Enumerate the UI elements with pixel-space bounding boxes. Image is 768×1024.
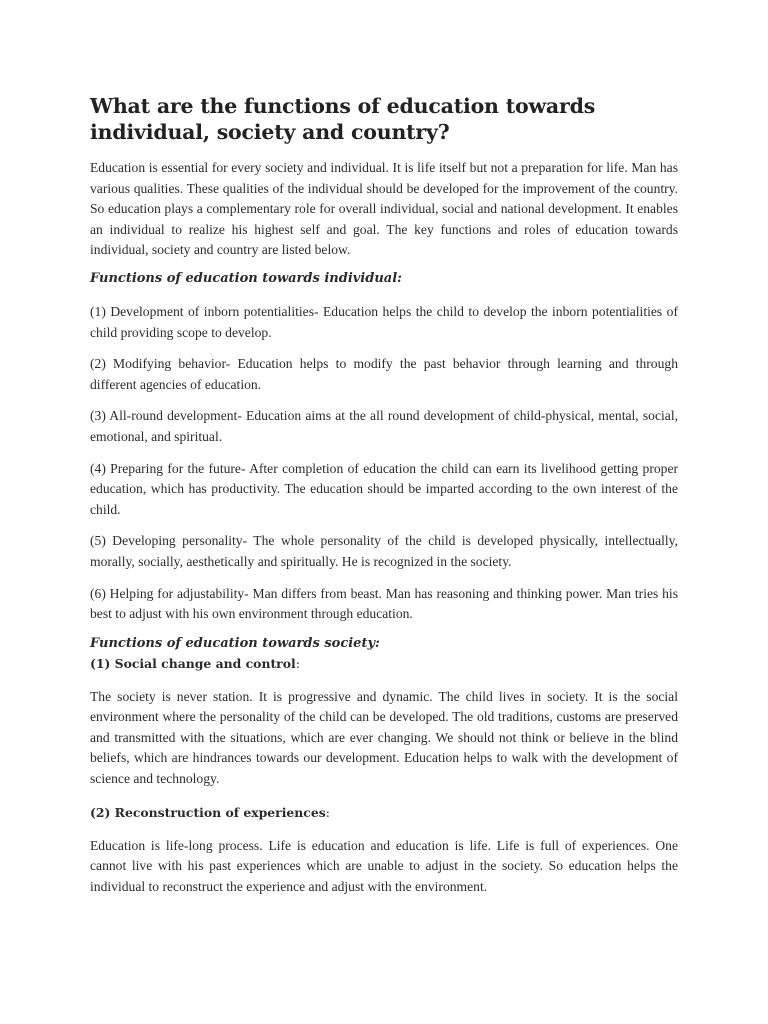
society-section-heading: Functions of education towards society: [90,635,380,651]
social-change-paragraph: The society is never station. It is progressive and dynamic. The child lives in society. It is the social environment where the personality of the child can be developed. The old traditions, customs are preserved and transmitted with the situations, which are ever changing. We should not think or believe in the blind beliefs, which are hindrances towards our development. Education helps to walk with the development of science and technology. [90,688,678,787]
page-title: What are the functions of education towards individual, society and country? [90,94,596,144]
individual-item-6: (6) Helping for adjustability- Man differs from beast. Man has reasoning and thinking power. Man tries his best to adjust with his own environment through education. [90,585,678,622]
reconstruction-colon: : [325,804,330,820]
social-change-heading [90,654,678,674]
individual-item-1: (1) Development of inborn potentialities- Education helps the child to develop the inborn potentialities of child providing scope to develop. [90,303,678,340]
reconstruction-paragraph: Education is life-long process. Life is education and education is life. Life is full of experiences. One cannot live with his past experiences which are unable to adjust in the society. So education helps the individual to reconstruct the experience and adjust with the environment. [90,837,678,894]
individual-section-heading: Functions of education towards individual: [90,270,402,286]
social-change-title: (1) Social change and control [90,655,296,671]
intro-paragraph: Education is essential for every society and individual. It is life itself but not a preparation for life. Man has various qualities. These qualities of the individual should be developed for the improvement of the country. So education plays a complementary role for overall individual, social and national development. It enables an individual to realize his highest self and goal. The key functions and roles of education towards individual, society and country are listed below. [90,160,678,258]
individual-item-3: (3) All-round development- Education aims at the all round development of child-physical, mental, social, emotional, and spiritual. [90,408,678,444]
reconstruction-title: (2) Reconstruction of experiences [90,804,326,820]
individual-item-5: (5) Developing personality- The whole personality of the child is developed physically, intellectually, morally, socially, aesthetically and spiritually. He is recognized in the society. [90,533,678,569]
individual-item-2: (2) Modifying behavior- Education helps to modify the past behavior through learning and through different agencies of education. [90,356,678,392]
individual-item-4: (4) Preparing for the future- After completion of education the child can earn its livelihood getting proper education, which has productivity. The education should be imparted according to the own interest of the child. [90,460,678,517]
social-change-colon: : [295,655,300,671]
reconstruction-heading [90,803,678,823]
